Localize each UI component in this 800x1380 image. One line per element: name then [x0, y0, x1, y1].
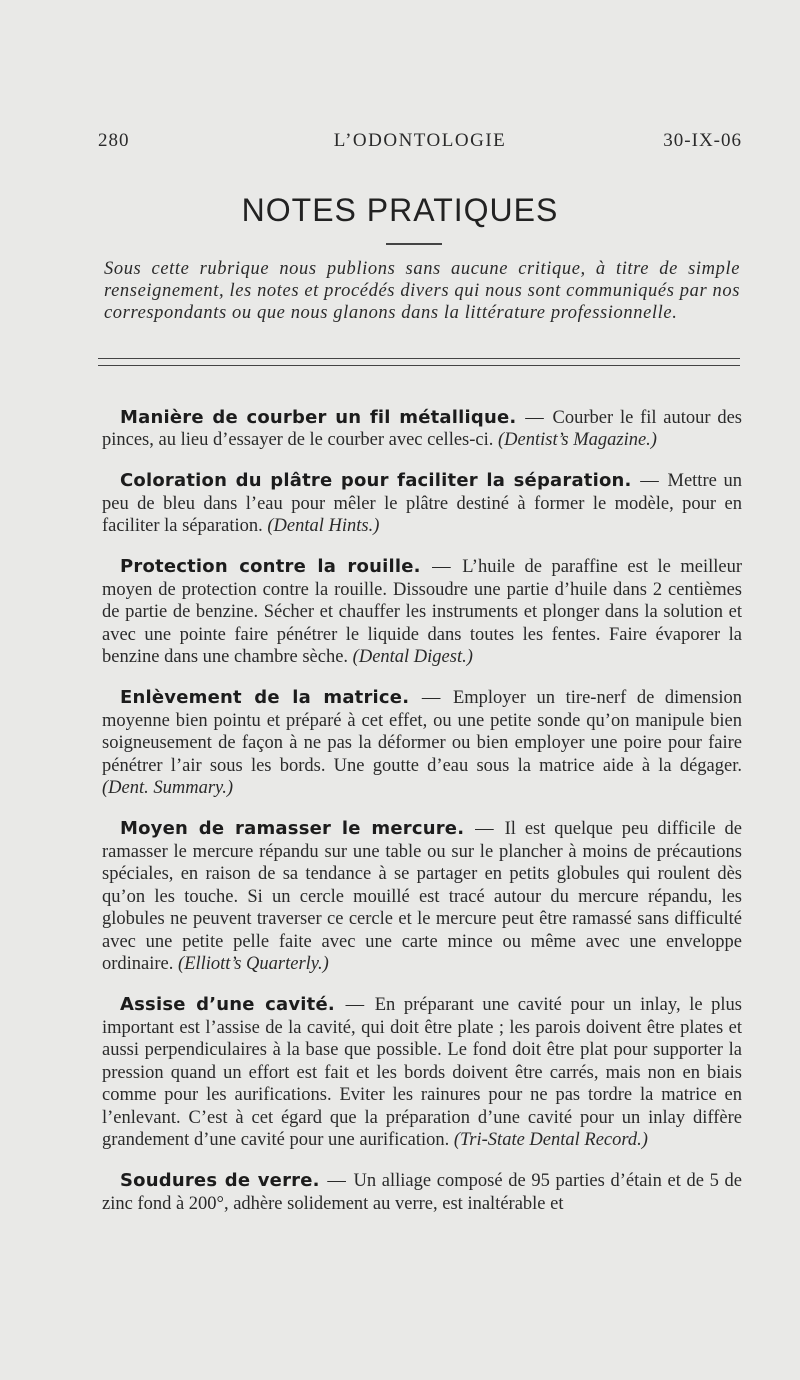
notes-list — [102, 388, 742, 1225]
note-heading: Protection contre la rouille. — [120, 556, 421, 577]
note-source: (Dent. Summary.) — [102, 778, 234, 798]
note-heading: Coloration du plâtre pour faciliter la séparation. — [120, 470, 632, 491]
issue-date: 30-IX-06 — [663, 130, 742, 151]
note-body: Il est quelque peu difficile de ramasser le mercure répandu sur une table ou sur le plancher à moins de précautions spéciales, en raison de sa tendance à se partager en petits globules qui roulent dès qu’on les touche. Si un cercle mouillé est tracé autour du mercure répandu, les globules ne peuvent traverser ce cercle et le mercure peut être ramassé sans difficulté avec une petite pelle faite avec une carte mince ou même avec une enveloppe ordinaire. — [102, 819, 743, 974]
section-intro: Sous cette rubrique nous publions sans aucune critique, à titre de simple renseignement, les notes et procédés divers qui nous sont communiqués par nos correspondants ou que nous glanons dans la littérature professionnelle. — [104, 259, 740, 323]
note-item: Coloration du plâtre pour faciliter la séparation. — Mettre un peu de bleu dans l’eau pour mêler le plâtre destiné à former le modèle, pour en faciliter la séparation. (Dental Hints.) — [102, 470, 743, 536]
section-title: NOTES PRATIQUES — [241, 192, 559, 228]
note-heading: Soudures de verre. — [120, 1170, 320, 1191]
note-body: En préparant une cavité pour un inlay, le plus important est l’assise de la cavité, qui doit être plate ; les parois doivent être plates et aussi perpendiculaires à la base que possible. Le fond doit être plat pour supporter la pression quand un effort est fait et les bords doivent être carrés, mais non en biais comme pour les aurifications. Eviter les rainures pour ne pas tordre la matrice en l’enlevant. C’est à cet égard que la préparation d’une cavité pour un inlay diffère grandement d’une cavité pour une aurification. — [102, 995, 743, 1150]
note-source: (Tri-State Dental Record.) — [453, 1130, 648, 1150]
note-body: Courber le fil autour des pinces, au lieu d’essayer de le courber avec celles-ci. — [102, 407, 743, 450]
note-body: Mettre un peu de bleu dans l’eau pour mêler le plâtre destiné à former le modèle, pour en faciliter la séparation. — [102, 471, 743, 536]
note-body: Employer un tire-nerf de dimension moyenne bien pointu et préparé à cet effet, ou une petite sonde qu’on manipule bien soigneusement de façon à ne pas la déformer ou bien employer une poire pour faire pénétrer l’air sous les bords. Une goutte d’eau sous la matrice aide à la dégager. — [102, 688, 742, 776]
note-item: Enlèvement de la matrice. — Employer un tire-nerf de dimension moyenne bien pointu et préparé à cet effet, ou une petite sonde qu’on manipule bien soigneusement de façon à ne pas la déformer ou bien employer une poire pour faire pénétrer l’air sous les bords. Une goutte d’eau sous la matrice aide à la dégager. (Dent. Summary.) — [102, 687, 742, 798]
note-item: Soudures de verre. — Un alliage composé de 95 parties d’étain et de 5 de zinc fond à 200°, adhère solidement au verre, est inaltérable et — [102, 1170, 742, 1214]
note-source: (Dental Hints.) — [267, 516, 380, 536]
running-head — [98, 130, 742, 160]
note-item: Manière de courber un fil métallique. — Courber le fil autour des pinces, au lieu d’essayer de le courber avec celles-ci. (Dentist’s Magazine.) — [102, 406, 743, 450]
note-heading: Moyen de ramasser le mercure. — [120, 818, 465, 839]
note-heading: Assise d’une cavité. — [120, 994, 335, 1015]
note-source: (Dental Digest.) — [352, 647, 473, 667]
note-item: Assise d’une cavité. — En préparant une cavité pour un inlay, le plus important est l’assise de la cavité, qui doit être plate ; les parois doivent être plates et aussi perpendiculaires à la base que possible. Le fond doit être plat pour supporter la pression quand un effort est fait et les bords doivent être carrés, mais non en biais comme pour les aurifications. Eviter les rainures pour ne pas tordre la matrice en l’enlevant. C’est à cet égard que la préparation d’une cavité pour un inlay diffère grandement d’une cavité pour une aurification. (Tri-State Dental Record.) — [102, 994, 743, 1150]
double-rule-divider — [98, 358, 740, 366]
journal-title: L’ODONTOLOGIE — [333, 130, 507, 151]
note-body: Un alliage composé de 95 parties d’étain et de 5 de zinc fond à 200°, adhère solidement au verre, est inaltérable et — [102, 1171, 742, 1214]
note-heading: Enlèvement de la matrice. — [120, 687, 410, 708]
note-source: (Dentist’s Magazine.) — [498, 430, 657, 450]
note-item: Protection contre la rouille. — L’huile de paraffine est le meilleur moyen de protection contre la rouille. Dissoudre une partie d’huile dans 2 centièmes de partie de benzine. Sécher et chauffer les instruments et plonger dans la solution et avec une pointe faire pénétrer le liquide dans toutes les fentes. Faire évaporer la benzine dans une chambre sèche. (Dental Digest.) — [102, 556, 743, 667]
note-item: Moyen de ramasser le mercure. — Il est quelque peu difficile de ramasser le mercure répandu sur une table ou sur le plancher à moins de précautions spéciales, en raison de sa tendance à se partager en petits globules qui roulent dès qu’on les touche. Si un cercle mouillé est tracé autour du mercure répandu, les globules ne peuvent traverser ce cercle et le mercure peut être ramassé sans difficulté avec une petite pelle faite avec une carte mince ou même avec une enveloppe ordinaire. (Elliott’s Quarterly.) — [102, 818, 743, 974]
page-number: 280 — [98, 130, 130, 151]
note-body: L’huile de paraffine est le meilleur moyen de protection contre la rouille. Dissoudre une partie d’huile dans 2 centièmes de partie de benzine. Sécher et chauffer les instruments et plonger dans la solution et avec une pointe faire pénétrer le liquide dans toutes les fentes. Faire évaporer la benzine dans une chambre sèche. — [102, 557, 743, 667]
note-heading: Manière de courber un fil métallique. — [120, 406, 517, 428]
note-source: (Elliott’s Quarterly.) — [178, 954, 329, 974]
title-rule — [386, 243, 442, 245]
